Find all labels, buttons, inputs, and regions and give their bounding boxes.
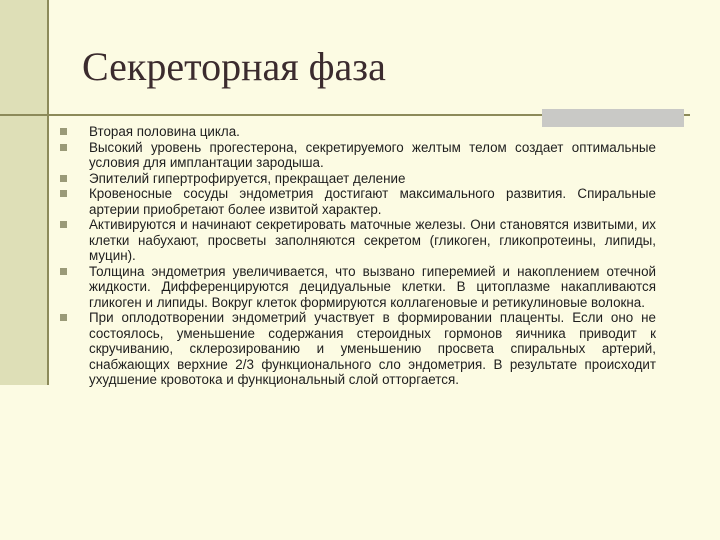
slide-title: Секреторная фаза [82, 44, 386, 89]
bullet-item [58, 186, 656, 217]
bullet-text: Кровеносные сосуды эндометрия достигают максимального развития. Спиральные артерии приобретают более извитой характер. [89, 186, 656, 217]
bullet-text: Активируются и начинают секретировать маточные железы. Они становятся извитыми, их клетки набухают, просветы заполняются секретом (гликоген, гликопротеины, липиды, муцин). [89, 217, 656, 263]
bullet-item [58, 124, 656, 140]
bullet-text: Вторая половина цикла. [89, 124, 240, 139]
bullet-item [58, 264, 656, 311]
bullet-item [58, 140, 656, 171]
bullet-text: При оплодотворении эндометрий участвует в формировании плаценты. Если оно не состоялось, уменьшение содержания стероидных гормонов яичника приводит к скручиванию, склерозированию и уменьшению просвета спиральных артерий, снабжающих верхние 2/3 функционального сло эндометрия. В результате происходит ухудшение кровотока и функциональный слой отторгается. [89, 310, 656, 387]
bullet-item [58, 217, 656, 264]
square-bullet-icon [60, 314, 67, 321]
left-bar-divider [47, 0, 49, 385]
bullet-text: Эпителий гипертрофируется, прекращает деление [89, 170, 406, 186]
bullet-item [58, 310, 656, 388]
bullet-list [58, 124, 656, 388]
left-decorative-bar [0, 0, 47, 385]
bullet-text: Толщина эндометрия увеличивается, что вызвано гиперемией и накоплением отечной жидкости. Дифференцируются децидуальные клетки. В цитоплазме накапливаются гликоген и липиды. Вокруг клеток формируются коллагеновые и ретикулиновые волокна. [89, 263, 656, 310]
square-bullet-icon [60, 221, 67, 228]
square-bullet-icon [60, 190, 67, 197]
bullet-item [58, 171, 656, 187]
square-bullet-icon [60, 268, 67, 275]
square-bullet-icon [60, 128, 67, 135]
square-bullet-icon [60, 175, 67, 182]
square-bullet-icon [60, 144, 67, 151]
bullet-text: Высокий уровень прогестерона, секретируемого желтым телом создает оптимальные условия для имплантации зародыша. [89, 139, 656, 170]
